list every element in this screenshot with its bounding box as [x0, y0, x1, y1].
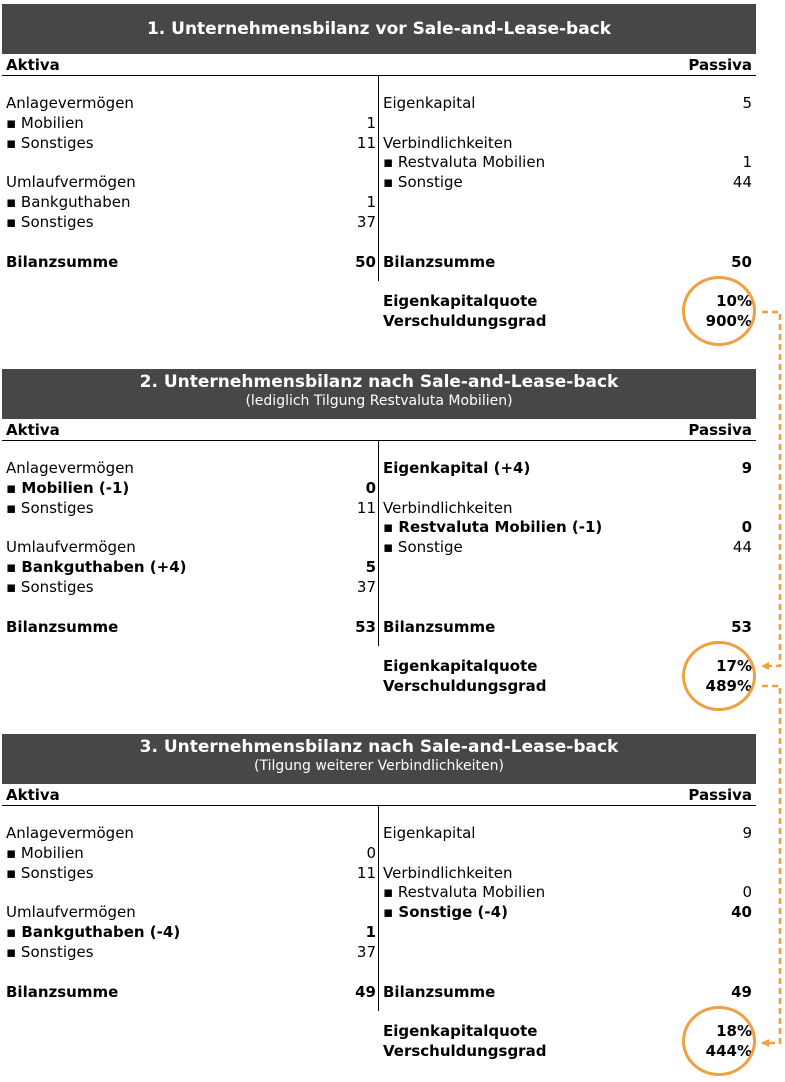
- row-value: 44: [732, 173, 752, 191]
- section-title: 2. Unternehmensbilanz nach Sale-and-Lease-back: [139, 372, 619, 392]
- row-label: ▪ Sonstiges: [6, 864, 94, 882]
- row-value: 9: [741, 459, 752, 477]
- row-label: ▪ Bankguthaben (+4): [6, 558, 187, 576]
- arrow-2-to-3: [762, 686, 780, 1043]
- total-value: 49: [731, 983, 752, 1001]
- row-value: 5: [365, 558, 376, 576]
- row-value: 1: [742, 153, 752, 171]
- row-value: 40: [731, 903, 752, 921]
- aktiva-header: Aktiva: [6, 56, 60, 74]
- row-value: 11: [356, 864, 376, 882]
- aktiva-header: Aktiva: [6, 421, 60, 439]
- row-label: ▪ Restvaluta Mobilien (-1): [383, 518, 603, 536]
- row-label: ▪ Restvaluta Mobilien: [383, 883, 546, 901]
- row-label: Umlaufvermögen: [6, 538, 136, 556]
- ratio-label: Eigenkapitalquote: [383, 292, 538, 310]
- ratio-value: 17%: [716, 657, 752, 675]
- ratio-label: Verschuldungsgrad: [383, 1042, 547, 1060]
- total-value: 53: [731, 618, 752, 636]
- section-subtitle: (Tilgung weiterer Verbindlichkeiten): [254, 758, 504, 774]
- total-value: 49: [355, 983, 376, 1001]
- ratio-value: 489%: [705, 677, 752, 695]
- ratio-value: 444%: [705, 1042, 752, 1060]
- passiva-header: Passiva: [688, 421, 752, 439]
- row-label: ▪ Mobilien: [6, 844, 84, 862]
- row-label: Verbindlichkeiten: [383, 134, 513, 152]
- row-value: 37: [356, 578, 376, 596]
- total-value: 50: [355, 253, 376, 271]
- row-label: ▪ Restvaluta Mobilien: [383, 153, 546, 171]
- row-value: 1: [365, 923, 376, 941]
- row-label: Verbindlichkeiten: [383, 499, 513, 517]
- row-value: 0: [741, 518, 752, 536]
- row-label: ▪ Sonstiges: [6, 943, 94, 961]
- row-label: Eigenkapital: [383, 94, 476, 112]
- row-label: ▪ Sonstige: [383, 538, 463, 556]
- row-value: 1: [366, 193, 376, 211]
- total-label: Bilanzsumme: [383, 618, 496, 636]
- ratio-value: 900%: [705, 312, 752, 330]
- ratio-label: Verschuldungsgrad: [383, 677, 547, 695]
- row-value: 0: [365, 479, 376, 497]
- row-label: ▪ Mobilien (-1): [6, 479, 130, 497]
- section-title: 3. Unternehmensbilanz nach Sale-and-Lease-back: [139, 737, 619, 757]
- row-label: Anlagevermögen: [6, 459, 134, 477]
- ratio-label: Verschuldungsgrad: [383, 312, 547, 330]
- total-label: Bilanzsumme: [6, 983, 119, 1001]
- ratio-value: 10%: [716, 292, 752, 310]
- total-label: Bilanzsumme: [383, 983, 496, 1001]
- row-value: 5: [742, 94, 752, 112]
- ratio-label: Eigenkapitalquote: [383, 1022, 538, 1040]
- section-title: 1. Unternehmensbilanz vor Sale-and-Lease-back: [146, 19, 612, 39]
- row-label: ▪ Sonstiges: [6, 213, 94, 231]
- row-value: 37: [356, 943, 376, 961]
- row-label: ▪ Sonstiges: [6, 499, 94, 517]
- row-label: Umlaufvermögen: [6, 173, 136, 191]
- total-label: Bilanzsumme: [383, 253, 496, 271]
- passiva-header: Passiva: [688, 786, 752, 804]
- total-value: 50: [731, 253, 752, 271]
- row-label: ▪ Sonstiges: [6, 578, 94, 596]
- ratio-value: 18%: [716, 1022, 752, 1040]
- passiva-header: Passiva: [688, 56, 752, 74]
- row-label: ▪ Sonstiges: [6, 134, 94, 152]
- row-label: Eigenkapital (+4): [383, 459, 531, 477]
- total-value: 53: [355, 618, 376, 636]
- row-value: 0: [366, 844, 376, 862]
- ratio-label: Eigenkapitalquote: [383, 657, 538, 675]
- row-label: Eigenkapital: [383, 824, 476, 842]
- row-label: ▪ Sonstige (-4): [383, 903, 508, 921]
- total-label: Bilanzsumme: [6, 618, 119, 636]
- row-label: ▪ Bankguthaben (-4): [6, 923, 181, 941]
- row-label: ▪ Sonstige: [383, 173, 463, 191]
- aktiva-header: Aktiva: [6, 786, 60, 804]
- row-label: Anlagevermögen: [6, 824, 134, 842]
- row-value: 9: [742, 824, 752, 842]
- arrow-1-to-2: [762, 312, 780, 666]
- section-subtitle: (lediglich Tilgung Restvaluta Mobilien): [245, 393, 513, 409]
- row-label: Umlaufvermögen: [6, 903, 136, 921]
- row-value: 0: [742, 883, 752, 901]
- total-label: Bilanzsumme: [6, 253, 119, 271]
- row-value: 11: [356, 134, 376, 152]
- row-label: Anlagevermögen: [6, 94, 134, 112]
- row-label: ▪ Bankguthaben: [6, 193, 131, 211]
- row-label: Verbindlichkeiten: [383, 864, 513, 882]
- row-value: 44: [732, 538, 752, 556]
- row-value: 37: [356, 213, 376, 231]
- row-label: ▪ Mobilien: [6, 114, 84, 132]
- row-value: 11: [356, 499, 376, 517]
- row-value: 1: [366, 114, 376, 132]
